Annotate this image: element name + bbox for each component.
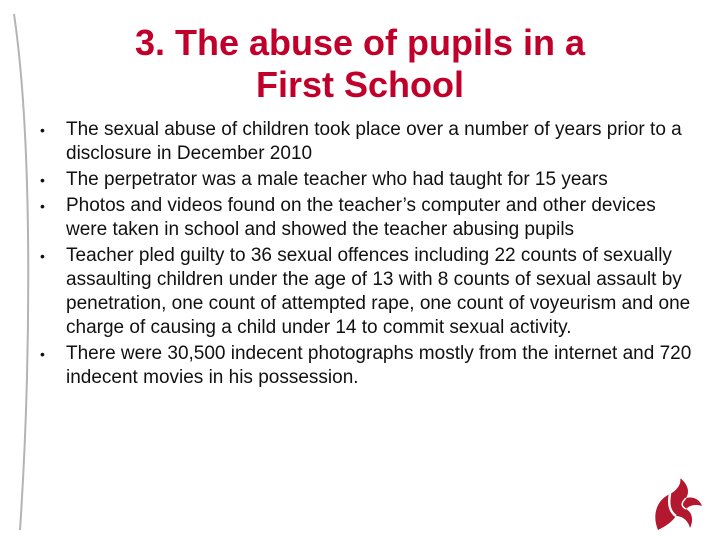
bullet-marker: • [40,248,45,264]
slide-title-line-2: First School [255,64,465,105]
bullet-text: Photos and videos found on the teacher’s computer and other devices were taken in school and showed the teacher abusing pupils [66,195,656,240]
bullet-text: Teacher pled guilty to 36 sexual offences including 22 counts of sexually assaulting children under the age of 13 with 8 counts of sexual assault by penetration, one count of attempted rape, one count of voyeurism and one charge of causing a child under 14 to commit sexual activity. [66,245,691,338]
bullet-text: The sexual abuse of children took place over a number of years prior to a disclosure in December 2010 [66,119,682,164]
dragon-logo-icon [646,474,706,534]
bullet-list [40,118,700,392]
left-decorative-curve [0,0,40,540]
slide-title-line-1: 3. The abuse of pupils in a [134,22,586,63]
bullet-text: The perpetrator was a male teacher who had taught for 15 years [66,169,608,190]
bullet-marker: • [40,346,45,362]
list-item [40,342,700,390]
list-item [40,244,700,340]
list-item [40,118,700,166]
bullet-marker: • [40,122,45,138]
bullet-marker: • [40,172,45,188]
slide-title [60,22,660,106]
list-item [40,168,700,192]
bullet-text: There were 30,500 indecent photographs mostly from the internet and 720 indecent movies in his possession. [66,343,692,388]
list-item [40,194,700,242]
bullet-marker: • [40,198,45,214]
